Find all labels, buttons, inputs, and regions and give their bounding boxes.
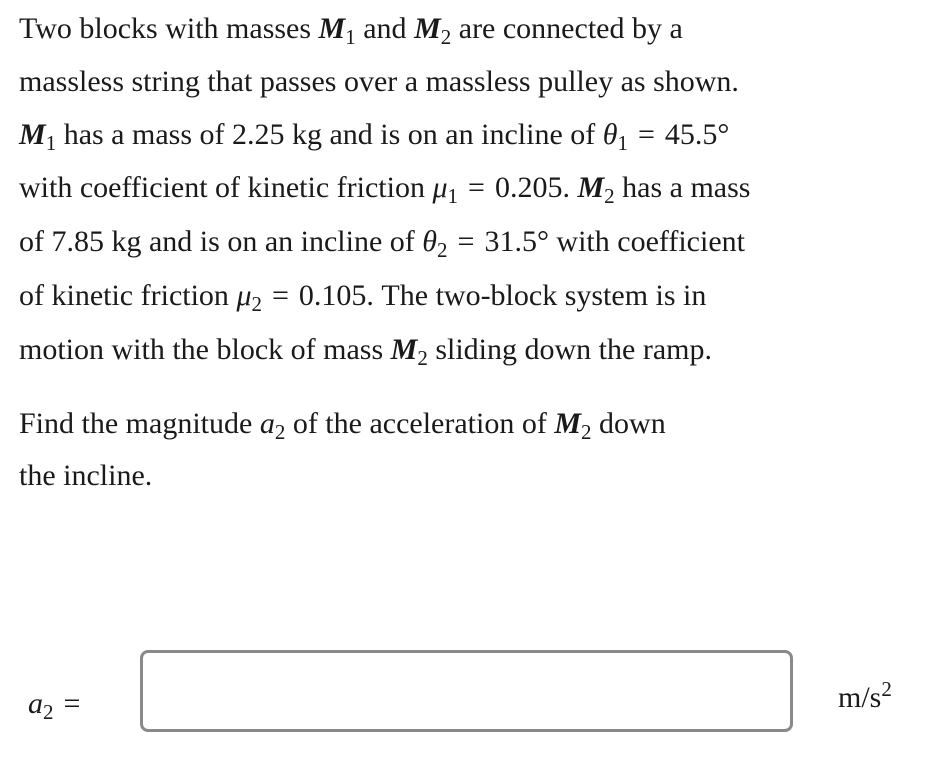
problem-line-2: massless string that passes over a massless pulley as shown. [19,65,739,98]
question-line-1: Find the magnitude $a_2$ of the acceleration of $M_2$ down [19,407,666,444]
question-line-2: the incline. [19,459,153,492]
problem-line-1: Two blocks with masses $M_1$ and $M_2$ are connected by a [19,12,683,49]
var-M1: M [318,12,346,45]
problem-line-5: of 7.85 kg and is on an incline of $\theta_2 = 31.5^\circ$ with coefficient [19,225,745,262]
problem-line-3: $M_1$ has a mass of 2.25 kg and is on an incline of $\theta_1 = 45.5^\circ$ [19,118,730,155]
answer-input[interactable] [140,650,793,732]
problem-line-4: with coefficient of kinetic friction $\mu_1 = 0.205$. $M_2$ has a mass [19,171,751,208]
problem-line-6: of kinetic friction $\mu_2 = 0.105$. The two-block system is in [19,279,707,316]
unit-label: $m/s^2$ [838,677,892,714]
problem-line-7: motion with the block of mass $M_2$ sliding down the ramp. [19,333,712,370]
var-M2: M [414,12,441,45]
answer-label: $a_2$ = [28,687,81,724]
